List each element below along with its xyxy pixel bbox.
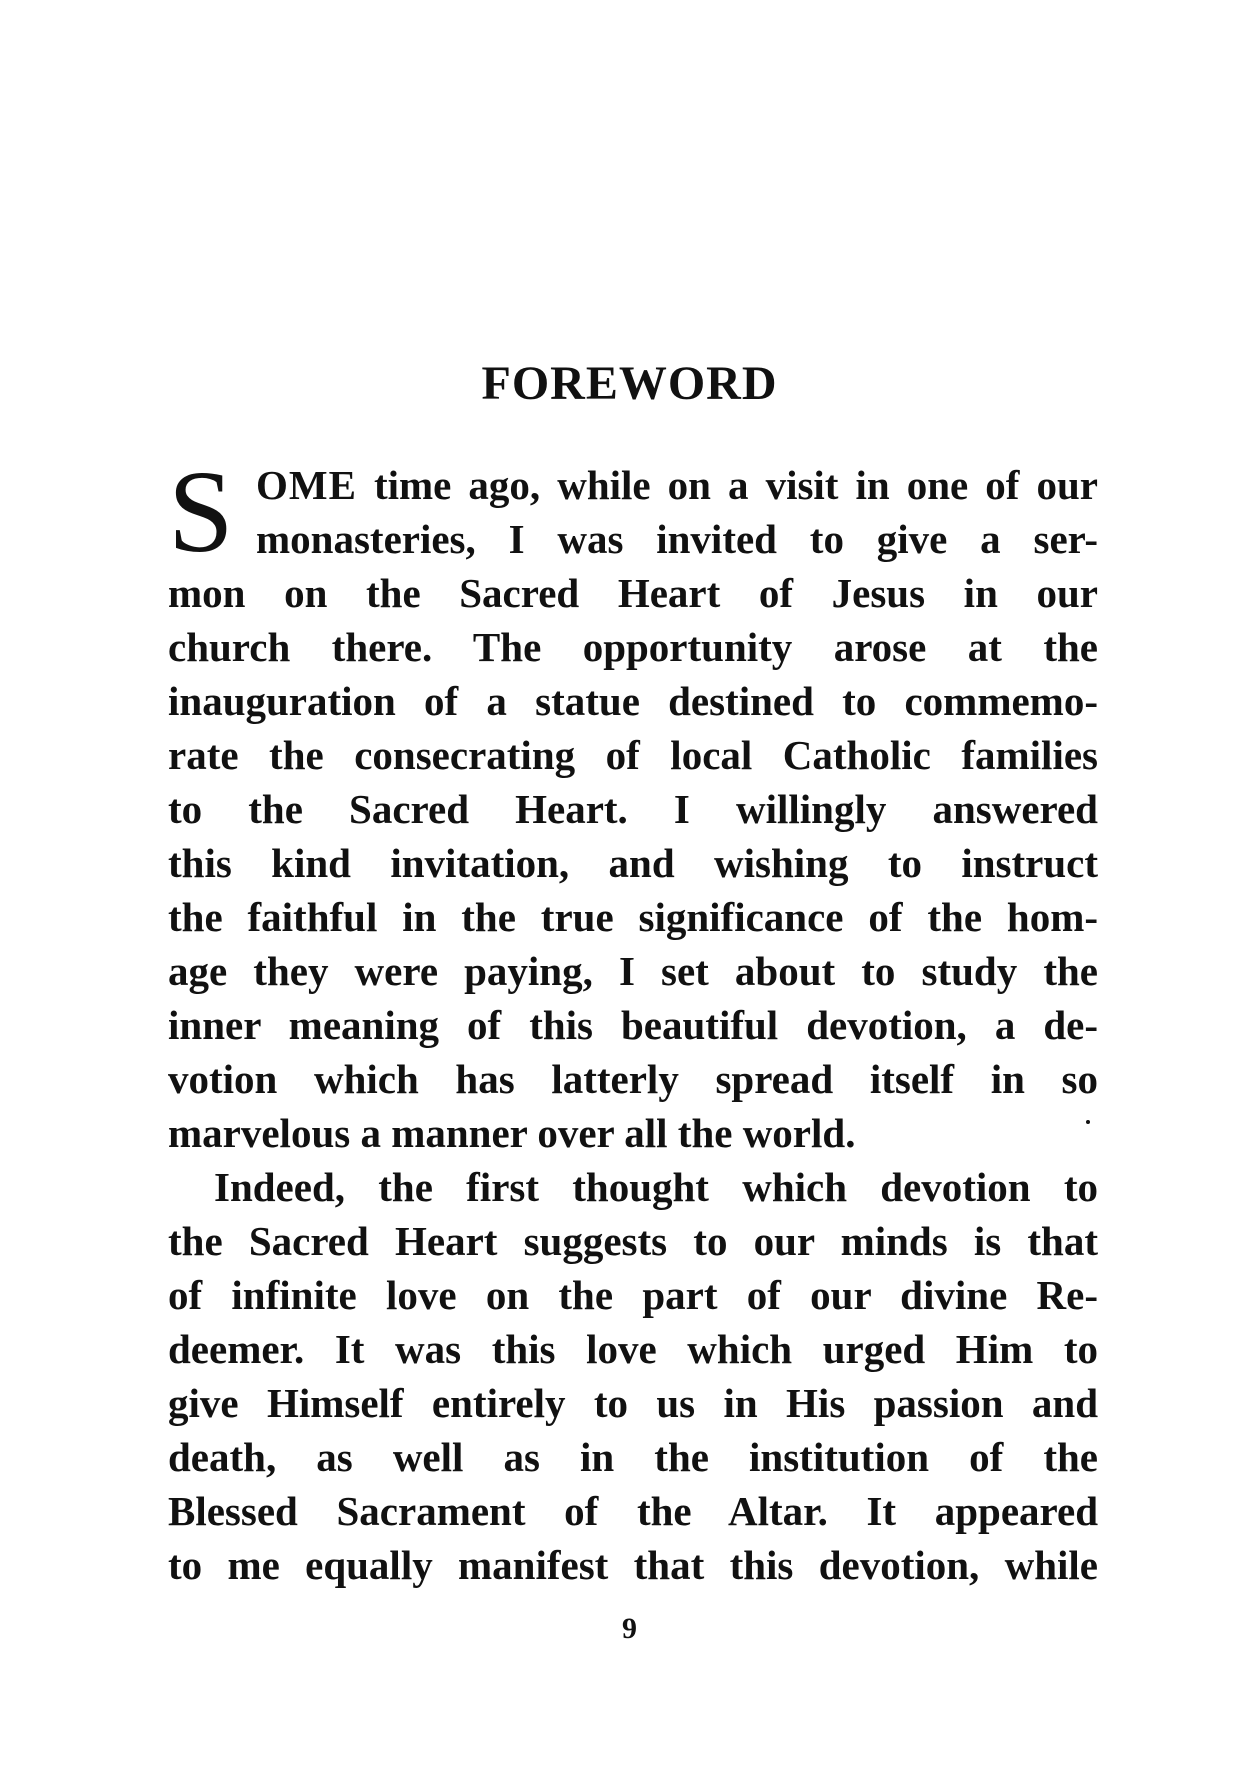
paragraph-2 <box>168 1160 1098 1592</box>
print-speck <box>1086 1120 1090 1124</box>
text-line: to me equally manifest that this devotion, while <box>168 1542 1098 1588</box>
text-line: inner meaning of this beautiful devotion, a de- <box>168 1002 1098 1048</box>
page-number: 9 <box>622 1612 637 1645</box>
text-line: church there. The opportunity arose at the <box>168 624 1098 670</box>
small-caps-word: OME <box>256 462 357 508</box>
text-line: to the Sacred Heart. I willingly answered <box>168 786 1098 832</box>
text-line: mon on the Sacred Heart of Jesus in our <box>168 570 1098 616</box>
text-line: the faithful in the true significance of the hom- <box>168 894 1098 940</box>
text-line: the Sacred Heart suggests to our minds is that <box>168 1218 1098 1264</box>
foreword-text <box>168 446 1098 1592</box>
page-title: FOREWORD <box>481 357 778 410</box>
text-line: marvelous a manner over all the world. <box>168 1110 856 1156</box>
text-line: rate the consecrating of local Catholic families <box>168 732 1098 778</box>
drop-cap: S <box>168 446 234 577</box>
text-line: age they were paying, I set about to study the <box>168 948 1098 994</box>
text-line: votion which has latterly spread itself in so <box>168 1056 1098 1102</box>
text-line: deemer. It was this love which urged Him to <box>168 1326 1098 1372</box>
text-line: Indeed, the first thought which devotion to <box>214 1164 1098 1210</box>
text-line <box>168 458 1098 512</box>
text-line: death, as well as in the institution of the <box>168 1434 1098 1480</box>
text-line: monasteries, I was invited to give a ser- <box>256 516 1098 562</box>
text-line: this kind invitation, and wishing to instruct <box>168 840 1098 886</box>
text-line: of infinite love on the part of our divine Re- <box>168 1272 1098 1318</box>
first-line-text: time ago, while on a visit in one of our <box>356 462 1098 508</box>
text-line: inauguration of a statue destined to commemo- <box>168 678 1098 724</box>
paragraph-1 <box>168 446 1098 1160</box>
text-line: Blessed Sacrament of the Altar. It appeared <box>168 1488 1098 1534</box>
text-line: give Himself entirely to us in His passion and <box>168 1380 1098 1426</box>
